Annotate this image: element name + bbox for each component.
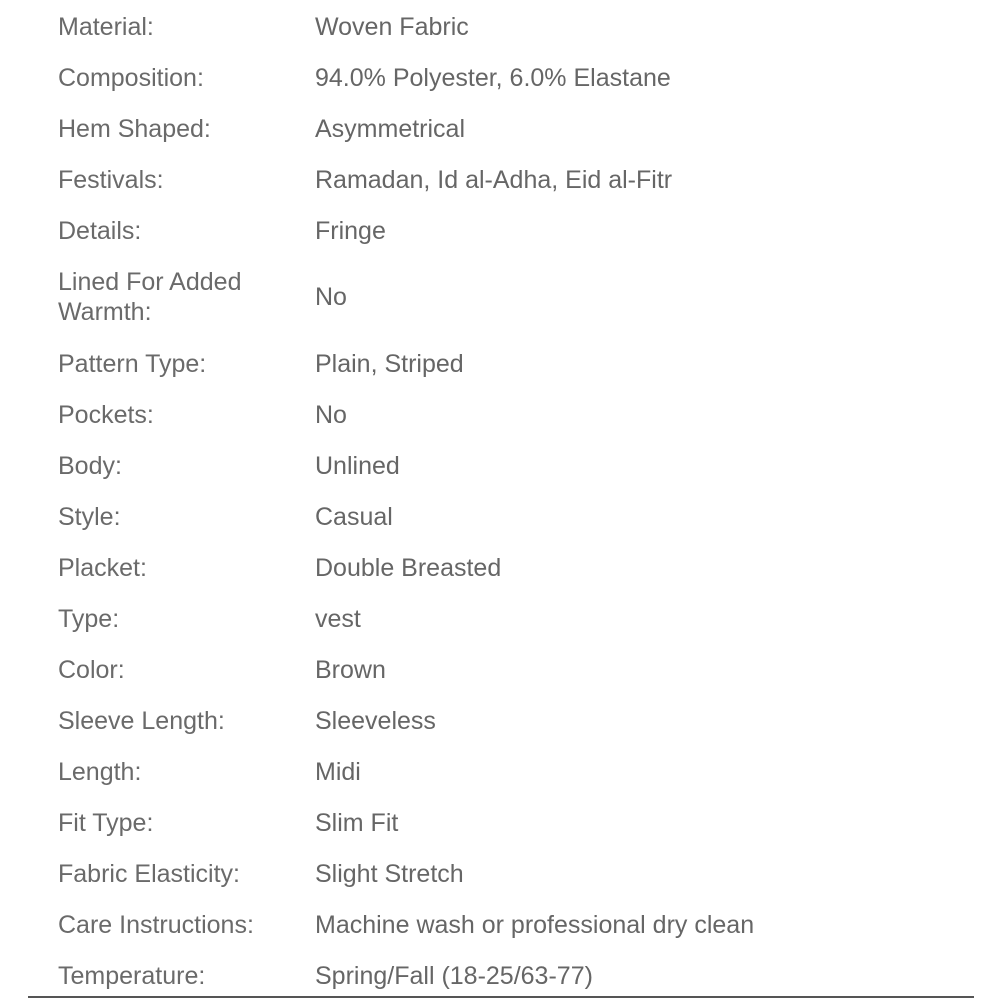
spec-label: Sleeve Length: (58, 706, 225, 735)
spec-label: Color: (58, 655, 125, 684)
spec-label: Lined For Added Warmth: (58, 268, 242, 326)
spec-row-lined-for-added-warmth (58, 256, 978, 338)
spec-value: Spring/Fall (18-25/63-77) (315, 961, 593, 990)
product-specifications-table (58, 0, 978, 1001)
spec-value: Fringe (315, 216, 386, 245)
spec-row-sleeve-length (58, 695, 978, 746)
spec-row-style (58, 491, 978, 542)
spec-value: Slim Fit (315, 808, 399, 837)
spec-label: Fit Type: (58, 808, 154, 837)
spec-value: No (315, 400, 347, 429)
spec-row-type (58, 593, 978, 644)
spec-row-length (58, 746, 978, 797)
spec-value: 94.0% Polyester, 6.0% Elastane (315, 63, 671, 92)
spec-value: Plain, Striped (315, 349, 464, 378)
spec-value: Sleeveless (315, 706, 436, 735)
spec-row-color (58, 644, 978, 695)
spec-row-body (58, 440, 978, 491)
spec-value: Unlined (315, 451, 400, 480)
spec-row-hem-shaped (58, 103, 978, 154)
spec-row-pattern-type (58, 338, 978, 389)
spec-value: Ramadan, Id al-Adha, Eid al-Fitr (315, 165, 673, 194)
spec-label: Hem Shaped: (58, 114, 211, 143)
spec-row-details (58, 205, 978, 256)
bottom-divider (28, 996, 974, 998)
spec-value: Casual (315, 502, 393, 531)
spec-label: Pockets: (58, 400, 154, 429)
spec-label: Placket: (58, 553, 147, 582)
spec-label: Style: (58, 502, 121, 531)
spec-label: Pattern Type: (58, 349, 207, 378)
spec-value: No (315, 283, 347, 311)
spec-value: Machine wash or professional dry clean (315, 910, 755, 939)
spec-label: Body: (58, 451, 122, 480)
spec-value: Brown (315, 655, 386, 684)
spec-label: Details: (58, 216, 142, 245)
spec-row-temperature (58, 950, 978, 1001)
spec-row-pockets (58, 389, 978, 440)
spec-row-fit-type (58, 797, 978, 848)
spec-row-material (58, 1, 978, 52)
spec-label: Care Instructions: (58, 910, 254, 939)
spec-label: Fabric Elasticity: (58, 859, 240, 888)
spec-row-placket (58, 542, 978, 593)
spec-value: Asymmetrical (315, 114, 466, 143)
spec-label: Length: (58, 757, 142, 786)
spec-row-care-instructions (58, 899, 978, 950)
spec-value: Midi (315, 757, 361, 786)
spec-value: Slight Stretch (315, 859, 464, 888)
spec-row-festivals (58, 154, 978, 205)
spec-value: Double Breasted (315, 553, 502, 582)
spec-value: Woven Fabric (315, 12, 469, 41)
spec-label: Material: (58, 12, 154, 41)
spec-row-composition (58, 52, 978, 103)
spec-row-fabric-elasticity (58, 848, 978, 899)
spec-label: Temperature: (58, 961, 206, 990)
spec-label: Composition: (58, 63, 204, 92)
spec-value: vest (315, 604, 361, 633)
spec-label: Festivals: (58, 165, 164, 194)
spec-label: Type: (58, 604, 120, 633)
